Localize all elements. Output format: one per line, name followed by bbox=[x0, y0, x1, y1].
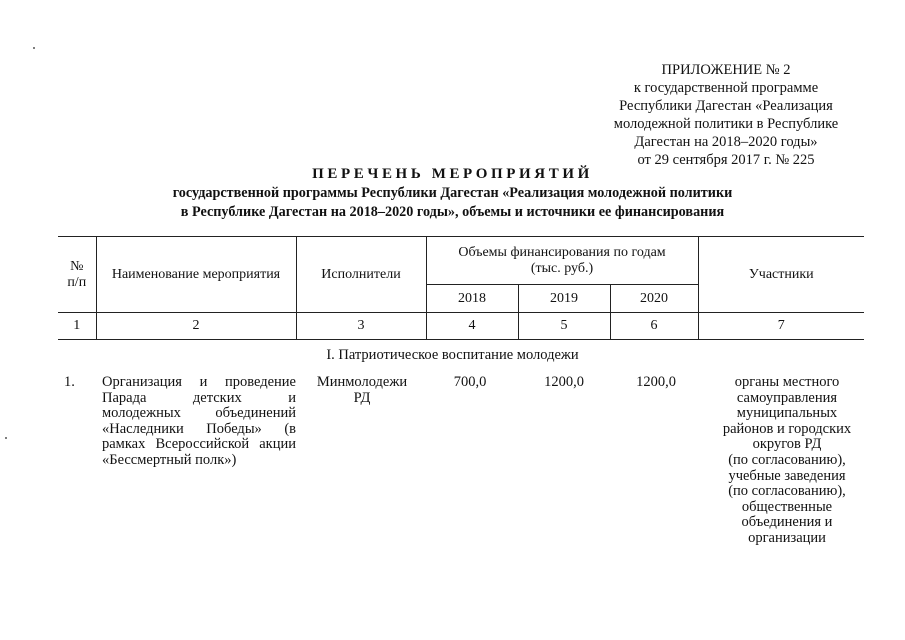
header-executors: Исполнители bbox=[296, 237, 426, 313]
section-title: I. Патриотическое воспитание молодежи bbox=[326, 347, 579, 363]
row-value-2020: 1200,0 bbox=[636, 374, 676, 390]
participant-line: (по согласованию), bbox=[728, 483, 846, 500]
header-num-line1: № bbox=[70, 258, 84, 274]
header-num bbox=[58, 237, 96, 313]
activity-line: «Бессмертный полк») bbox=[102, 451, 237, 468]
participant-line: органы местного bbox=[734, 374, 840, 390]
header-year-2018: 2018 bbox=[426, 285, 518, 313]
column-number: 3 bbox=[296, 313, 426, 340]
appendix-line: Дагестан на 2018–2020 годы» bbox=[634, 134, 818, 150]
participant-line: муниципальных bbox=[736, 405, 838, 422]
column-number: 4 bbox=[426, 313, 518, 340]
scan-speck bbox=[5, 437, 7, 439]
participant-line: округов РД bbox=[752, 436, 822, 453]
participant-line: объединения и bbox=[741, 514, 833, 531]
header-funding bbox=[426, 237, 698, 285]
column-number: 6 bbox=[610, 313, 698, 340]
header-participants: Участники bbox=[698, 237, 864, 313]
activity-line: «Наследники Победы» (в bbox=[102, 420, 296, 437]
participant-line: самоуправления bbox=[736, 389, 838, 406]
appendix-line: к государственной программе bbox=[633, 80, 819, 96]
row-value-2018: 700,0 bbox=[453, 374, 487, 390]
row-executors bbox=[306, 375, 418, 406]
appendix-line: Республики Дагестан «Реализация bbox=[619, 98, 833, 114]
participant-line: организации bbox=[748, 529, 826, 546]
row-number: 1. bbox=[64, 374, 75, 390]
column-number: 7 bbox=[698, 313, 864, 340]
header-year-2019: 2019 bbox=[518, 285, 610, 313]
header-name: Наименование мероприятия bbox=[96, 237, 296, 313]
column-number: 1 bbox=[58, 313, 96, 340]
header-funding-line2: (тыс. руб.) bbox=[530, 260, 594, 276]
column-number: 2 bbox=[96, 313, 296, 340]
scan-speck bbox=[33, 47, 35, 49]
header-funding-line1: Объемы финансирования по годам bbox=[458, 244, 666, 260]
executor-line: Минмолодежи bbox=[316, 374, 408, 390]
column-number: 5 bbox=[518, 313, 610, 340]
activity-line: Парада детских и bbox=[102, 389, 296, 406]
column-numbers-row bbox=[58, 313, 864, 340]
participant-line: общественные bbox=[741, 498, 833, 515]
activity-line: Организация и проведение bbox=[102, 374, 296, 390]
header-year-2020: 2020 bbox=[610, 285, 698, 313]
document-subtitle bbox=[0, 184, 905, 222]
header-num-line2: п/п bbox=[67, 274, 87, 290]
document-title: ПЕРЕЧЕНЬ МЕРОПРИЯТИЙ bbox=[312, 166, 593, 182]
row-participants bbox=[706, 375, 868, 547]
executor-line: РД bbox=[353, 389, 371, 406]
subtitle-line: в Республике Дагестан на 2018–2020 годы», объемы и источники ее финансирования bbox=[180, 204, 725, 220]
participant-line: учебные заведения bbox=[728, 467, 846, 484]
subtitle-line: государственной программы Республики Дагестан «Реализация молодежной политики bbox=[172, 185, 733, 201]
activity-line: рамках Всероссийской акции bbox=[102, 436, 296, 453]
participant-line: районов и городских bbox=[722, 420, 852, 437]
header-table bbox=[58, 236, 864, 340]
activity-line: молодежных объединений bbox=[102, 405, 296, 422]
appendix-line: молодежной политики в Республике bbox=[613, 116, 839, 132]
row-activity-name bbox=[102, 375, 296, 469]
row-value-2019: 1200,0 bbox=[544, 374, 584, 390]
header-row bbox=[58, 237, 864, 285]
appendix-line: ПРИЛОЖЕНИЕ № 2 bbox=[661, 62, 791, 78]
appendix-line: от 29 сентября 2017 г. № 225 bbox=[637, 152, 815, 168]
participant-line: (по согласованию), bbox=[728, 451, 846, 468]
appendix-note bbox=[596, 61, 856, 169]
